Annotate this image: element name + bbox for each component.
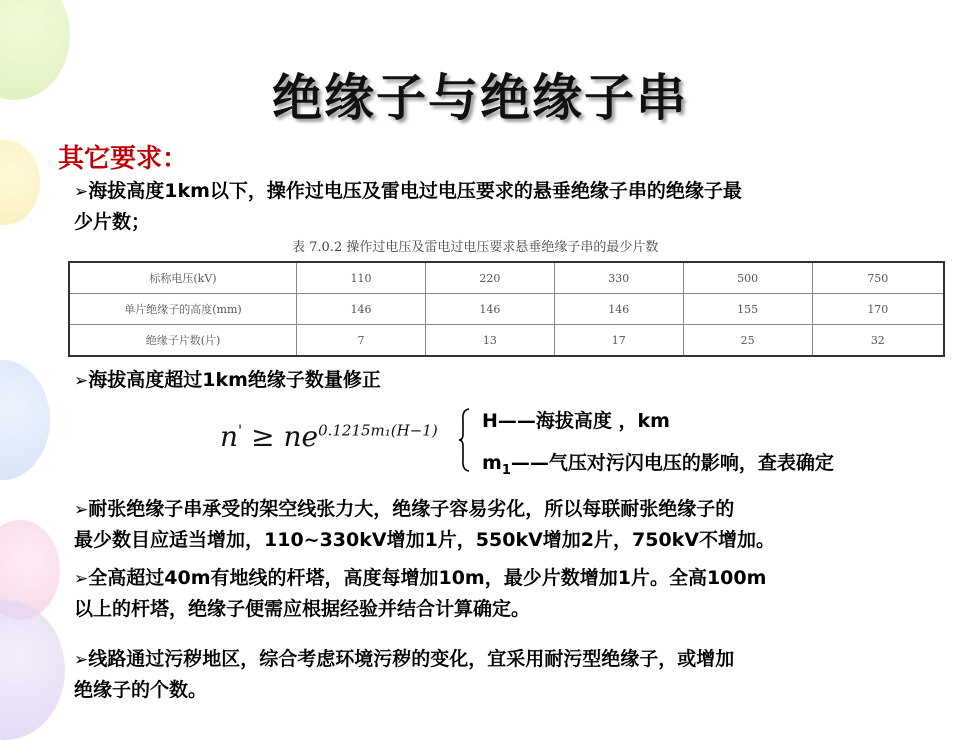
formula-legend-m1: $m_1——$气压对污闪电压的影响，查表确定 [482, 452, 834, 478]
table-row [69, 262, 944, 294]
formula-exponent: 0.1215m₁(H−1) [318, 421, 438, 440]
table-row-header: 单片绝缘子的高度(mm) [69, 294, 297, 325]
table-row-header: 绝缘子片数(片) [69, 325, 297, 357]
table-cell: 17 [554, 325, 683, 357]
paragraph-polluted-area: ➢线路通过污秽地区，综合考虑环境污秽的变化，宜采用耐污型绝缘子，或增加 绝缘子的个数。 [74, 648, 735, 701]
brace-icon [458, 408, 470, 472]
paragraph-altitude-below-1km: ➢海拔高度1km以下，操作过电压及雷电过电压要求的悬垂绝缘子串的绝缘子最 少片数； [74, 180, 742, 233]
bullet-arrow-icon: ➢ [74, 650, 89, 670]
table-row-header: 标称电压(kV) [69, 262, 297, 294]
table-row [69, 294, 944, 325]
formula-legend-h: H——海拔高度 ，km [482, 410, 670, 432]
table-cell: 146 [425, 294, 554, 325]
paragraph-tension-string: ➢耐张绝缘子串承受的架空线张力大，绝缘子容易劣化，所以每联耐张绝缘子的 最少数目应适当增加，110~330kV增加1片，550kV增加2片，750kV不增加。 [74, 498, 776, 551]
table-cell: 220 [425, 262, 554, 294]
table-cell: 500 [683, 262, 812, 294]
insulator-count-table [68, 261, 945, 357]
paragraph-tower-height: ➢全高超过40m有地线的杆塔，高度每增加10m，最少片数增加1片。全高100m 以上的杆塔，绝缘子便需应根据经验并结合计算确定。 [74, 567, 767, 620]
decoration-balloon-blue [0, 360, 50, 480]
bullet-arrow-icon: ➢ [74, 500, 89, 520]
table-cell: 146 [297, 294, 426, 325]
table-caption: 表 7.0.2 操作过电压及雷电过电压要求悬垂绝缘子串的最少片数 [292, 240, 659, 255]
table-cell: 32 [812, 325, 944, 357]
bullet-arrow-icon: ➢ [74, 569, 89, 589]
table-cell: 170 [812, 294, 944, 325]
decoration-balloon-yellow [0, 140, 40, 225]
table-cell: 146 [554, 294, 683, 325]
table-cell: 155 [683, 294, 812, 325]
bullet-arrow-icon: ➢ [74, 371, 89, 391]
decoration-balloon-violet [0, 600, 65, 740]
table-cell: 330 [554, 262, 683, 294]
bullet-arrow-icon: ➢ [74, 182, 89, 202]
table-cell: 13 [425, 325, 554, 357]
table-cell: 110 [297, 262, 426, 294]
table-cell: 750 [812, 262, 944, 294]
correction-formula: $n' \ge ne^{0.1215m_1(H-1)}$ [220, 420, 438, 453]
table-cell: 25 [683, 325, 812, 357]
section-heading: 其它要求： [58, 144, 189, 174]
paragraph-altitude-above-1km: ➢海拔高度超过1km绝缘子数量修正 [74, 369, 381, 391]
table-cell: 7 [297, 325, 426, 357]
slide-title: 绝缘子与绝缘子串 [272, 69, 688, 127]
table-row [69, 325, 944, 357]
